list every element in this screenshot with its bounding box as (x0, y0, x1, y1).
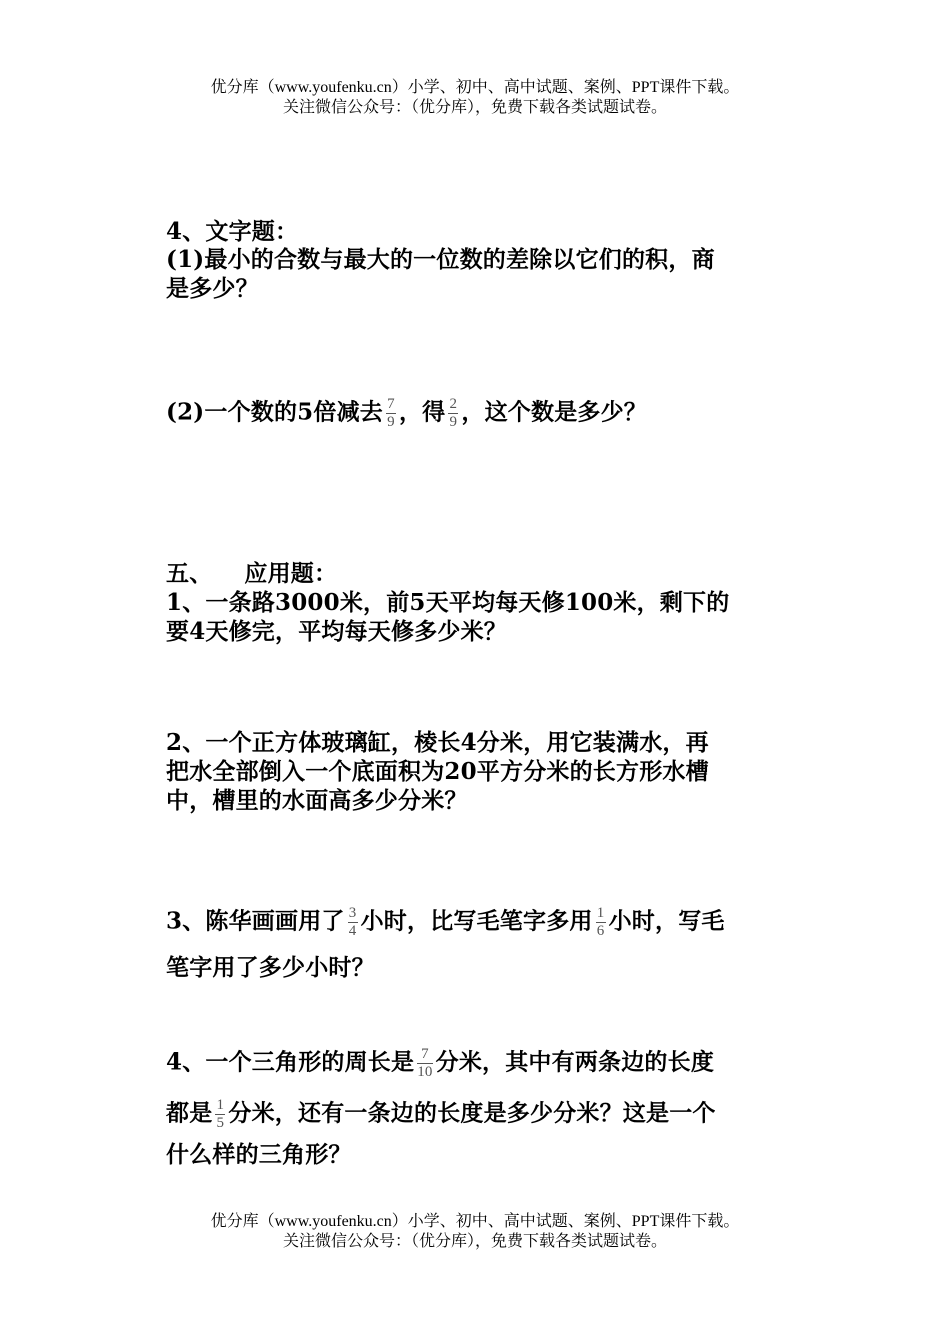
fraction-denominator: 4 (348, 923, 357, 939)
q2-text-pre: (2)一个数的5倍减去 (166, 398, 383, 426)
fraction-numerator: 7 (387, 396, 395, 412)
page-footer (0, 1212, 950, 1252)
fraction-3-4 (348, 905, 358, 940)
a3-line-2: 笔字用了多少小时？ (166, 954, 375, 981)
fraction-2-9 (448, 396, 458, 431)
a2-line-1: 2、一个正方体玻璃缸，棱长4分米，用它装满水，再 (166, 729, 709, 756)
fraction-1-5 (215, 1097, 225, 1132)
part5-number: 五、 (166, 560, 213, 587)
q2-text-post: ，这个数是多少？ (461, 398, 647, 426)
footer-line-1: 优分库（www.youfenku.cn）小学、初中、高中试题、案例、PPT课件下载。 (210, 1213, 740, 1230)
part5-heading (166, 559, 788, 588)
application-question-2 (166, 728, 788, 815)
a1-line-1: 1、一条路3000米，前5天平均每天修100米，剩下的 (166, 589, 730, 616)
fraction-denominator: 9 (387, 414, 395, 430)
a4-line-1 (166, 1046, 788, 1081)
part4-question-2 (166, 396, 788, 431)
a1-line-2: 要4天修完，平均每天修多少米？ (166, 618, 508, 645)
fraction-numerator: 3 (348, 905, 357, 921)
page-header (0, 78, 950, 118)
header-line-2: 关注微信公众号：（优分库），免费下载各类试题试卷。 (282, 99, 667, 116)
a3-text-post: 小时，写毛 (608, 907, 725, 935)
a3-line-1 (166, 905, 788, 940)
application-question-1 (166, 588, 788, 646)
a3-text-pre: 3、陈华画画用了 (166, 907, 345, 935)
fraction-numerator: 1 (216, 1097, 225, 1113)
part4-title: 4、文字题： (166, 218, 299, 245)
part4-question-1 (166, 245, 788, 303)
fraction-7-10 (417, 1046, 432, 1081)
fraction-numerator: 1 (596, 905, 605, 921)
q1-line-2: 是多少？ (166, 275, 259, 302)
fraction-7-9 (386, 396, 396, 431)
a4-text-pre: 4、一个三角形的周长是 (166, 1048, 415, 1076)
fraction-denominator: 9 (449, 414, 458, 430)
a4-l2-text-post: 分米，还有一条边的长度是多少分米？这是一个 (228, 1099, 716, 1127)
q1-line-1: (1)最小的合数与最大的一位数的差除以它们的积，商 (166, 246, 715, 273)
fraction-denominator: 6 (596, 923, 605, 939)
header-line-1: 优分库（www.youfenku.cn）小学、初中、高中试题、案例、PPT课件下载。 (210, 79, 740, 96)
application-question-4 (166, 1046, 788, 1169)
q2-text-mid: ，得 (398, 398, 446, 426)
fraction-denominator: 5 (216, 1115, 225, 1131)
a4-l2-text-pre: 都是 (166, 1099, 213, 1127)
a3-text-mid: 小时，比写毛笔字多用 (360, 907, 593, 935)
fraction-denominator: 10 (417, 1064, 433, 1080)
part5-title: 应用题： (244, 560, 338, 587)
a4-line-3: 什么样的三角形？ (166, 1141, 352, 1168)
fraction-1-6 (596, 905, 606, 940)
a2-line-3: 中，槽里的水面高多少分米？ (166, 787, 468, 814)
a4-line-2 (166, 1097, 788, 1132)
a4-text-post: 分米，其中有两条边的长度 (435, 1048, 715, 1076)
fraction-numerator: 7 (421, 1046, 429, 1062)
fraction-numerator: 2 (449, 396, 458, 412)
a2-line-2: 把水全部倒入一个底面积为20平方分米的长方形水槽 (166, 758, 709, 785)
footer-line-2: 关注微信公众号：（优分库），免费下载各类试题试卷。 (282, 1233, 667, 1250)
application-question-3 (166, 905, 788, 982)
